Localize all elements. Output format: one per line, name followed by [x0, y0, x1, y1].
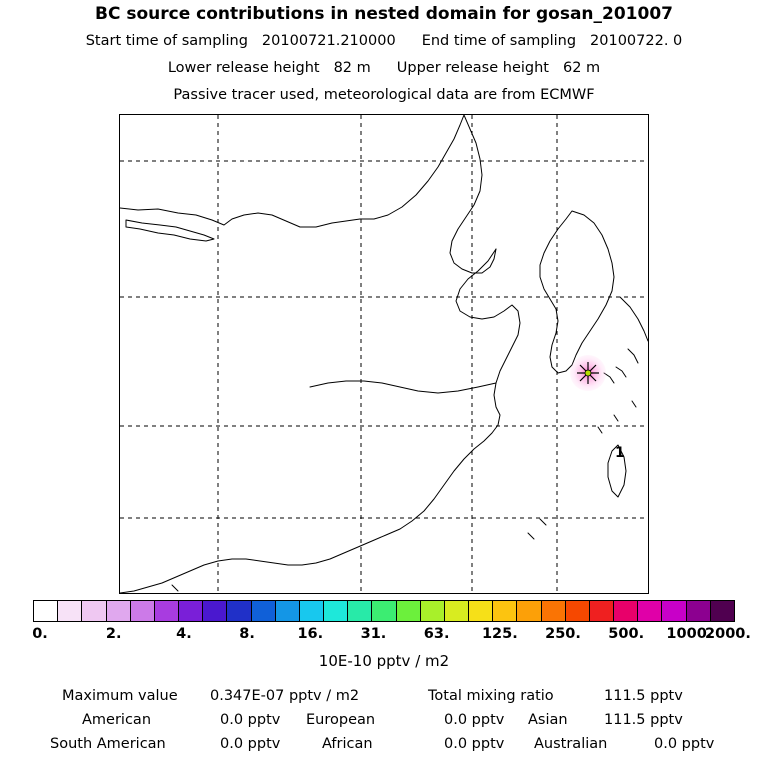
region-label-australian: Australian [534, 736, 608, 752]
contour-label-1: 1 [615, 445, 625, 461]
colorbar-swatch-13 [347, 601, 371, 621]
colorbar-swatch-6 [178, 601, 202, 621]
colorbar-tick-4: 16. [297, 626, 324, 642]
figure-title: BC source contributions in nested domain for gosan_201007 [94, 4, 674, 24]
colorbar-swatch-7 [202, 601, 226, 621]
max-value-value: 0.347E-07 pptv / m2 [210, 688, 360, 704]
colorbar-swatch-19 [492, 601, 516, 621]
colorbar-tick-8: 250. [545, 626, 581, 642]
footer-row-summary [0, 688, 768, 708]
colorbar-swatch-22 [565, 601, 589, 621]
lower-height-label: Lower release height [167, 60, 320, 76]
region-label-south-american: South American [50, 736, 166, 752]
colorbar-tick-7: 125. [481, 626, 518, 642]
lower-height-value: 82 m [333, 60, 371, 76]
colorbar-swatch-10 [275, 601, 299, 621]
colorbar-swatch-25 [637, 601, 661, 621]
release-height-line [0, 60, 768, 76]
colorbar-tick-labels [0, 626, 768, 644]
tracer-note: Passive tracer used, meteorological data are from ECMWF [173, 87, 595, 103]
colorbar-tick-10: 1000. [666, 626, 713, 642]
colorbar-swatch-12 [323, 601, 347, 621]
release-site-star-icon [577, 362, 599, 384]
colorbar-tick-9: 500. [608, 626, 645, 642]
colorbar-swatch-26 [661, 601, 685, 621]
region-label-african: African [322, 736, 373, 752]
colorbar-tick-11: 2000. [705, 626, 751, 642]
region-value-australian: 0.0 pptv [654, 736, 715, 752]
end-time-label: End time of sampling [421, 33, 577, 49]
start-time-value: 20100721.210000 [261, 33, 396, 49]
region-label-asian: Asian [528, 712, 568, 728]
map-graphics [120, 115, 648, 593]
region-value-asian: 111.5 pptv [604, 712, 683, 728]
colorbar-swatch-28 [710, 601, 734, 621]
colorbar-swatch-8 [226, 601, 250, 621]
colorbar-swatch-9 [251, 601, 275, 621]
footer-row-regions-2 [0, 736, 768, 756]
colorbar-tick-3: 8. [239, 626, 255, 642]
colorbar-swatch-16 [420, 601, 444, 621]
region-value-european: 0.0 pptv [444, 712, 505, 728]
colorbar-swatch-1 [57, 601, 81, 621]
colorbar-tick-6: 63. [423, 626, 450, 642]
upper-height-label: Upper release height [396, 60, 549, 76]
colorbar-swatch-17 [444, 601, 468, 621]
colorbar-swatch-11 [299, 601, 323, 621]
end-time-value: 20100722. 0 [590, 33, 683, 49]
total-ratio-value: 111.5 pptv [604, 688, 683, 704]
max-value-label: Maximum value [62, 688, 178, 704]
footer-row-regions-1 [0, 712, 768, 732]
colorbar-swatch-15 [396, 601, 420, 621]
colorbar-units-label: 10E-10 pptv / m2 [318, 652, 450, 670]
colorbar-tick-2: 4. [176, 626, 192, 642]
sampling-time-line [0, 33, 768, 49]
start-time-label: Start time of sampling [85, 33, 248, 49]
total-ratio-label: Total mixing ratio [428, 688, 554, 704]
coastlines [120, 115, 648, 593]
colorbar-swatch-0 [34, 601, 57, 621]
colorbar-tick-5: 31. [360, 626, 387, 642]
upper-height-value: 62 m [562, 60, 601, 76]
colorbar-swatch-23 [589, 601, 613, 621]
colorbar-swatch-18 [468, 601, 492, 621]
colorbar-swatch-4 [130, 601, 154, 621]
colorbar-swatch-21 [541, 601, 565, 621]
colorbar-swatch-20 [516, 601, 540, 621]
region-label-american: American [82, 712, 152, 728]
colorbar[interactable] [33, 600, 735, 622]
region-value-american: 0.0 pptv [220, 712, 281, 728]
colorbar-swatch-3 [106, 601, 130, 621]
colorbar-swatch-24 [613, 601, 637, 621]
colorbar-swatch-27 [686, 601, 710, 621]
colorbar-swatch-5 [154, 601, 178, 621]
colorbar-tick-1: 2. [105, 626, 122, 642]
region-value-african: 0.0 pptv [444, 736, 505, 752]
map-panel[interactable] [119, 114, 649, 594]
colorbar-tick-0: 0. [32, 626, 48, 642]
region-label-european: European [306, 712, 376, 728]
region-value-south-american: 0.0 pptv [220, 736, 281, 752]
map-gridlines [120, 115, 648, 593]
colorbar-swatch-14 [371, 601, 395, 621]
colorbar-swatch-2 [81, 601, 105, 621]
